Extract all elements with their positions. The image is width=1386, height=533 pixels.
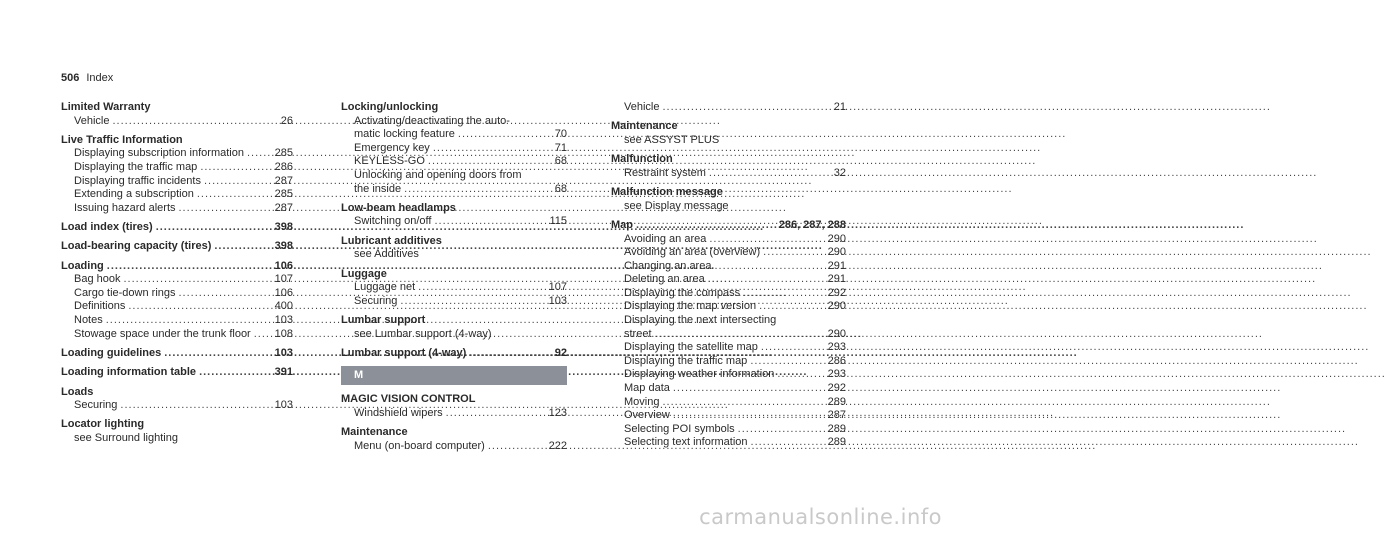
page-reference[interactable]: 68: [554, 155, 567, 168]
dot-leader: [709, 167, 831, 181]
cross-reference[interactable]: see ASSYST PLUS: [624, 133, 720, 146]
page-reference[interactable]: 70: [554, 128, 567, 141]
index-subentry-row: [61, 314, 293, 328]
subentry-text: Overview: [624, 409, 670, 422]
index-entry: [611, 120, 846, 147]
index-subentry-row: [61, 147, 293, 161]
subentry-text: Definitions: [74, 300, 126, 313]
entry-title: Live Traffic Information: [61, 133, 183, 146]
entry-title: Load-bearing capacity (tires): [61, 240, 212, 253]
index-subentry-row: [611, 368, 846, 382]
index-entry: [61, 386, 293, 413]
dot-leader: [112, 115, 277, 129]
page-reference[interactable]: 71: [554, 141, 567, 154]
page-reference[interactable]: 32: [833, 166, 846, 179]
index-entry-title-row: [61, 260, 293, 274]
subentry-text: Cargo tie-down rings: [74, 286, 176, 299]
page-reference[interactable]: 289: [827, 395, 846, 408]
dot-leader: [763, 246, 824, 260]
index-entry: [611, 101, 846, 115]
subentry-text: Displaying the compass: [624, 286, 741, 299]
dot-leader: [469, 347, 551, 361]
page-reference[interactable]: 293: [827, 368, 846, 381]
entry-title: Locking/unlocking: [341, 101, 439, 113]
index-group-l: [341, 101, 567, 361]
subentry-text: Luggage net: [354, 281, 416, 294]
cross-reference[interactable]: see Surround lighting: [74, 431, 178, 444]
index-subentry-row: [611, 101, 846, 115]
page-reference[interactable]: 285: [274, 188, 293, 201]
index-entry: [611, 153, 846, 180]
index-entry: [61, 260, 293, 342]
entry-title: Malfunction message: [611, 186, 723, 199]
page-reference[interactable]: 398: [274, 221, 293, 234]
index-entry: [341, 393, 567, 420]
index-subentry-row: [61, 175, 293, 189]
page-reference[interactable]: 222: [548, 439, 567, 452]
subentry-text: Moving: [624, 395, 660, 408]
index-entry: [61, 366, 293, 380]
subentry-text: Displaying the traffic map: [74, 161, 198, 174]
index-subentry-row: [611, 409, 846, 423]
entry-title: Low-beam headlamps: [341, 201, 456, 214]
subentry-line: Unlocking and opening doors from: [354, 168, 522, 181]
dot-leader: [743, 287, 824, 301]
page-reference[interactable]: 290: [827, 232, 846, 245]
index-subentry-row: [611, 246, 846, 260]
subentry-text: Vehicle: [624, 101, 660, 113]
index-subentry-row: [61, 273, 293, 287]
page-reference[interactable]: 103: [274, 346, 293, 359]
page-reference[interactable]: 287: [827, 409, 846, 422]
dot-leader: [106, 314, 272, 328]
dot-leader: [738, 423, 825, 437]
index-subentry-row: [611, 233, 846, 247]
entry-title: Load index (tires): [61, 221, 153, 234]
entry-title: Luggage: [341, 267, 387, 280]
index-entry: [341, 202, 567, 229]
page-reference[interactable]: 391: [274, 366, 293, 379]
page-reference[interactable]: 400: [274, 300, 293, 313]
dot-leader: [107, 260, 272, 274]
index-subentry-row: [611, 382, 846, 396]
dot-leader: [434, 215, 546, 229]
dot-leader: [214, 240, 271, 254]
page-reference[interactable]: 103: [274, 314, 293, 327]
index-entry: [611, 186, 846, 213]
dot-leader: [761, 341, 825, 355]
page-reference[interactable]: 290: [827, 327, 846, 340]
index-subentry-row: [341, 183, 567, 197]
letter-divider-m: M: [341, 366, 567, 385]
dot-leader: [777, 368, 824, 382]
page-reference[interactable]: 92: [554, 346, 567, 359]
dot-leader: [458, 128, 552, 142]
dot-leader: [197, 188, 272, 202]
page-reference[interactable]: 292: [827, 286, 846, 299]
dot-leader: [655, 328, 825, 342]
dot-leader: [488, 440, 546, 454]
subentry-text: matic locking feature: [354, 128, 455, 141]
subentry-text: Displaying the satellite map: [624, 341, 758, 354]
index-entry: [341, 314, 567, 341]
entry-title: Loads: [61, 385, 94, 398]
section-title: Index: [86, 72, 114, 84]
page-reference[interactable]: 291: [827, 273, 846, 286]
subentry-text: Restraint system: [624, 166, 706, 179]
index-subentry-row: [341, 142, 567, 156]
entry-title: Lumbar support (4-way): [341, 346, 467, 359]
subentry-text: Selecting text information: [624, 436, 748, 449]
dot-leader: [751, 436, 825, 450]
dot-leader: [120, 399, 271, 413]
index-group-m: [341, 393, 567, 453]
page-reference[interactable]: 107: [274, 273, 293, 286]
page-reference[interactable]: 291: [827, 259, 846, 272]
dot-leader: [404, 183, 552, 197]
index-subentry-row: [61, 115, 293, 129]
page-reference[interactable]: 123: [548, 406, 567, 419]
page-reference[interactable]: 290: [827, 300, 846, 313]
index-subentry-row: [341, 440, 567, 454]
index-subentry-row: [341, 295, 567, 309]
index-subentry-row: [61, 287, 293, 301]
index-entry: [61, 221, 293, 235]
dot-leader: [662, 101, 830, 115]
entry-title: Lumbar support: [341, 314, 426, 327]
subentry-text: Stowage space under the trunk floor: [74, 327, 251, 340]
dot-leader: [123, 273, 271, 287]
page-reference[interactable]: 398: [274, 240, 293, 253]
index-entry: [61, 240, 293, 254]
index-subentry-row: [61, 300, 293, 314]
subentry-line: Displaying the next intersecting: [624, 314, 777, 327]
dot-leader: [247, 147, 272, 161]
dot-leader: [446, 407, 546, 421]
entry-title: Loading guidelines: [61, 346, 162, 359]
index-subentry-row: [341, 215, 567, 229]
subentry-text: Issuing hazard alerts: [74, 201, 176, 214]
dot-leader: [636, 219, 776, 233]
index-subentry-row: [611, 273, 846, 287]
dot-leader: [204, 175, 272, 189]
subentry-text: Emergency key: [354, 141, 430, 154]
dot-leader: [433, 142, 552, 156]
index-entry: [611, 219, 846, 450]
page-reference[interactable]: 292: [827, 382, 846, 395]
page-reference[interactable]: 286, 287, 288: [778, 218, 846, 231]
page-reference[interactable]: 68: [554, 182, 567, 195]
dot-leader: [709, 233, 824, 247]
cross-reference[interactable]: see Display message: [624, 199, 729, 212]
index-entry: [341, 268, 567, 309]
cross-reference[interactable]: see Additives: [354, 248, 419, 261]
index-entry: [61, 418, 293, 445]
index-entry: [341, 235, 567, 262]
entry-title: Limited Warranty: [61, 101, 151, 113]
dot-leader: [179, 202, 272, 216]
subentry-text: Deleting an area: [624, 273, 705, 286]
page-reference[interactable]: 286: [827, 354, 846, 367]
page-reference[interactable]: 290: [827, 246, 846, 259]
page-reference[interactable]: 289: [827, 422, 846, 435]
entry-title: Maintenance: [611, 120, 678, 133]
index-subentry-row: [61, 399, 293, 413]
dot-leader: [418, 281, 545, 295]
index-subentry-row: [611, 355, 846, 369]
dot-leader: [128, 300, 271, 314]
entry-title: Locator lighting: [61, 418, 145, 431]
dot-leader: [400, 295, 545, 309]
index-entry: [341, 101, 567, 196]
page-reference[interactable]: 106: [274, 286, 293, 299]
index-entry-title-row: [611, 219, 846, 233]
entry-title: MAGIC VISION CONTROL: [341, 393, 476, 406]
index-entry: [341, 347, 567, 361]
index-entry: [341, 426, 567, 453]
subentry-text: Securing: [74, 399, 118, 412]
subentry-text: Map data: [624, 382, 670, 395]
dot-leader: [673, 382, 825, 396]
page-reference[interactable]: 108: [274, 327, 293, 340]
subentry-text: Switching on/off: [354, 215, 432, 228]
subentry-text: the inside: [354, 182, 402, 195]
subentry-text: Securing: [354, 294, 398, 307]
dot-leader: [156, 221, 272, 235]
subentry-text: Notes: [74, 314, 103, 327]
dot-leader: [750, 355, 824, 369]
index-entry: [61, 347, 293, 361]
index-subentry-row: [341, 407, 567, 421]
subentry-line: Activating/deactivating the auto-: [354, 114, 510, 127]
index-subentry-row: [611, 328, 846, 342]
index-entry-title-row: [61, 240, 293, 254]
subentry-text: Displaying the map version: [624, 300, 757, 313]
index-entry-title-row: [341, 347, 567, 361]
subentry-text: Extending a subscription: [74, 188, 194, 201]
subentry-text: Displaying subscription information: [74, 147, 244, 160]
index-subentry-row: [611, 287, 846, 301]
index-subentry-row: [61, 328, 293, 342]
page-reference[interactable]: 287: [274, 174, 293, 187]
index-subentry-row: [341, 155, 567, 169]
dot-leader: [164, 347, 271, 361]
watermark: carmanualsonline.info: [699, 505, 942, 529]
index-subentry-row: [611, 260, 846, 274]
page-reference[interactable]: 115: [549, 215, 567, 228]
dot-leader: [200, 161, 271, 175]
index-entry-title-row: [61, 347, 293, 361]
dot-leader: [179, 287, 272, 301]
subentry-text: Bag hook: [74, 273, 121, 286]
index-entry: [61, 134, 293, 216]
entry-title: Loading: [61, 259, 104, 272]
index-subentry-row: [611, 436, 846, 450]
dot-leader: [714, 260, 824, 274]
page-number: 506: [61, 72, 80, 84]
page-reference[interactable]: 285: [274, 147, 293, 160]
index-entry: [61, 101, 293, 128]
index-subentry-row: [61, 202, 293, 216]
cross-reference[interactable]: see Lumbar support (4-way): [354, 327, 492, 340]
index-subentry-row: [341, 128, 567, 142]
index-entry-title-row: [61, 221, 293, 235]
page-reference[interactable]: 106: [274, 259, 293, 272]
page-reference[interactable]: 21: [833, 101, 846, 113]
page-reference[interactable]: 107: [548, 281, 567, 294]
subentry-text: street: [624, 327, 652, 340]
page-reference[interactable]: 293: [827, 341, 846, 354]
subentry-text: KEYLESS-GO: [354, 155, 425, 168]
page-header: [61, 71, 113, 85]
page-reference[interactable]: 286: [274, 161, 293, 174]
index-subentry-row: [61, 161, 293, 175]
index-entry-title-row: [61, 366, 293, 380]
entry-title: Maintenance: [341, 426, 408, 439]
subentry-text: Windshield wipers: [354, 406, 443, 419]
subentry-text: Menu (on-board computer): [354, 439, 485, 452]
entry-title: Malfunction: [611, 153, 673, 166]
page-reference[interactable]: 287: [274, 201, 293, 214]
index-subentry-row: [611, 300, 846, 314]
index-subentry-row: [611, 396, 846, 410]
index-subentry-row: [611, 423, 846, 437]
entry-title: Loading information table: [61, 366, 197, 379]
subentry-text: Selecting POI symbols: [624, 422, 735, 435]
page-reference[interactable]: 103: [548, 294, 567, 307]
index-subentry-row: [611, 341, 846, 355]
dot-leader: [759, 300, 825, 314]
page-reference[interactable]: 103: [274, 399, 293, 412]
subentry-text: Vehicle: [74, 114, 110, 127]
index-subentry-row: [341, 281, 567, 295]
dot-leader: [662, 396, 824, 410]
entry-title: Map: [611, 218, 633, 231]
subentry-text: Avoiding an area: [624, 232, 707, 245]
subentry-text: Displaying weather information: [624, 368, 775, 381]
subentry-text: Changing an area: [624, 259, 712, 272]
dot-leader: [199, 366, 272, 380]
dot-leader: [673, 409, 825, 423]
page-reference[interactable]: 26: [280, 114, 293, 127]
subentry-text: Displaying traffic incidents: [74, 174, 201, 187]
entry-title: Lubricant additives: [341, 234, 442, 247]
index-column-3: [611, 101, 846, 456]
page-reference[interactable]: 289: [827, 436, 846, 449]
subentry-text: Displaying the traffic map: [624, 354, 748, 367]
index-column-2: [341, 101, 567, 459]
index-subentry-row: [611, 167, 846, 181]
subentry-text: Avoiding an area (overview): [624, 246, 761, 259]
index-column-1: [61, 101, 293, 451]
index-subentry-row: [61, 188, 293, 202]
dot-leader: [708, 273, 825, 287]
dot-leader: [254, 328, 272, 342]
dot-leader: [428, 155, 552, 169]
